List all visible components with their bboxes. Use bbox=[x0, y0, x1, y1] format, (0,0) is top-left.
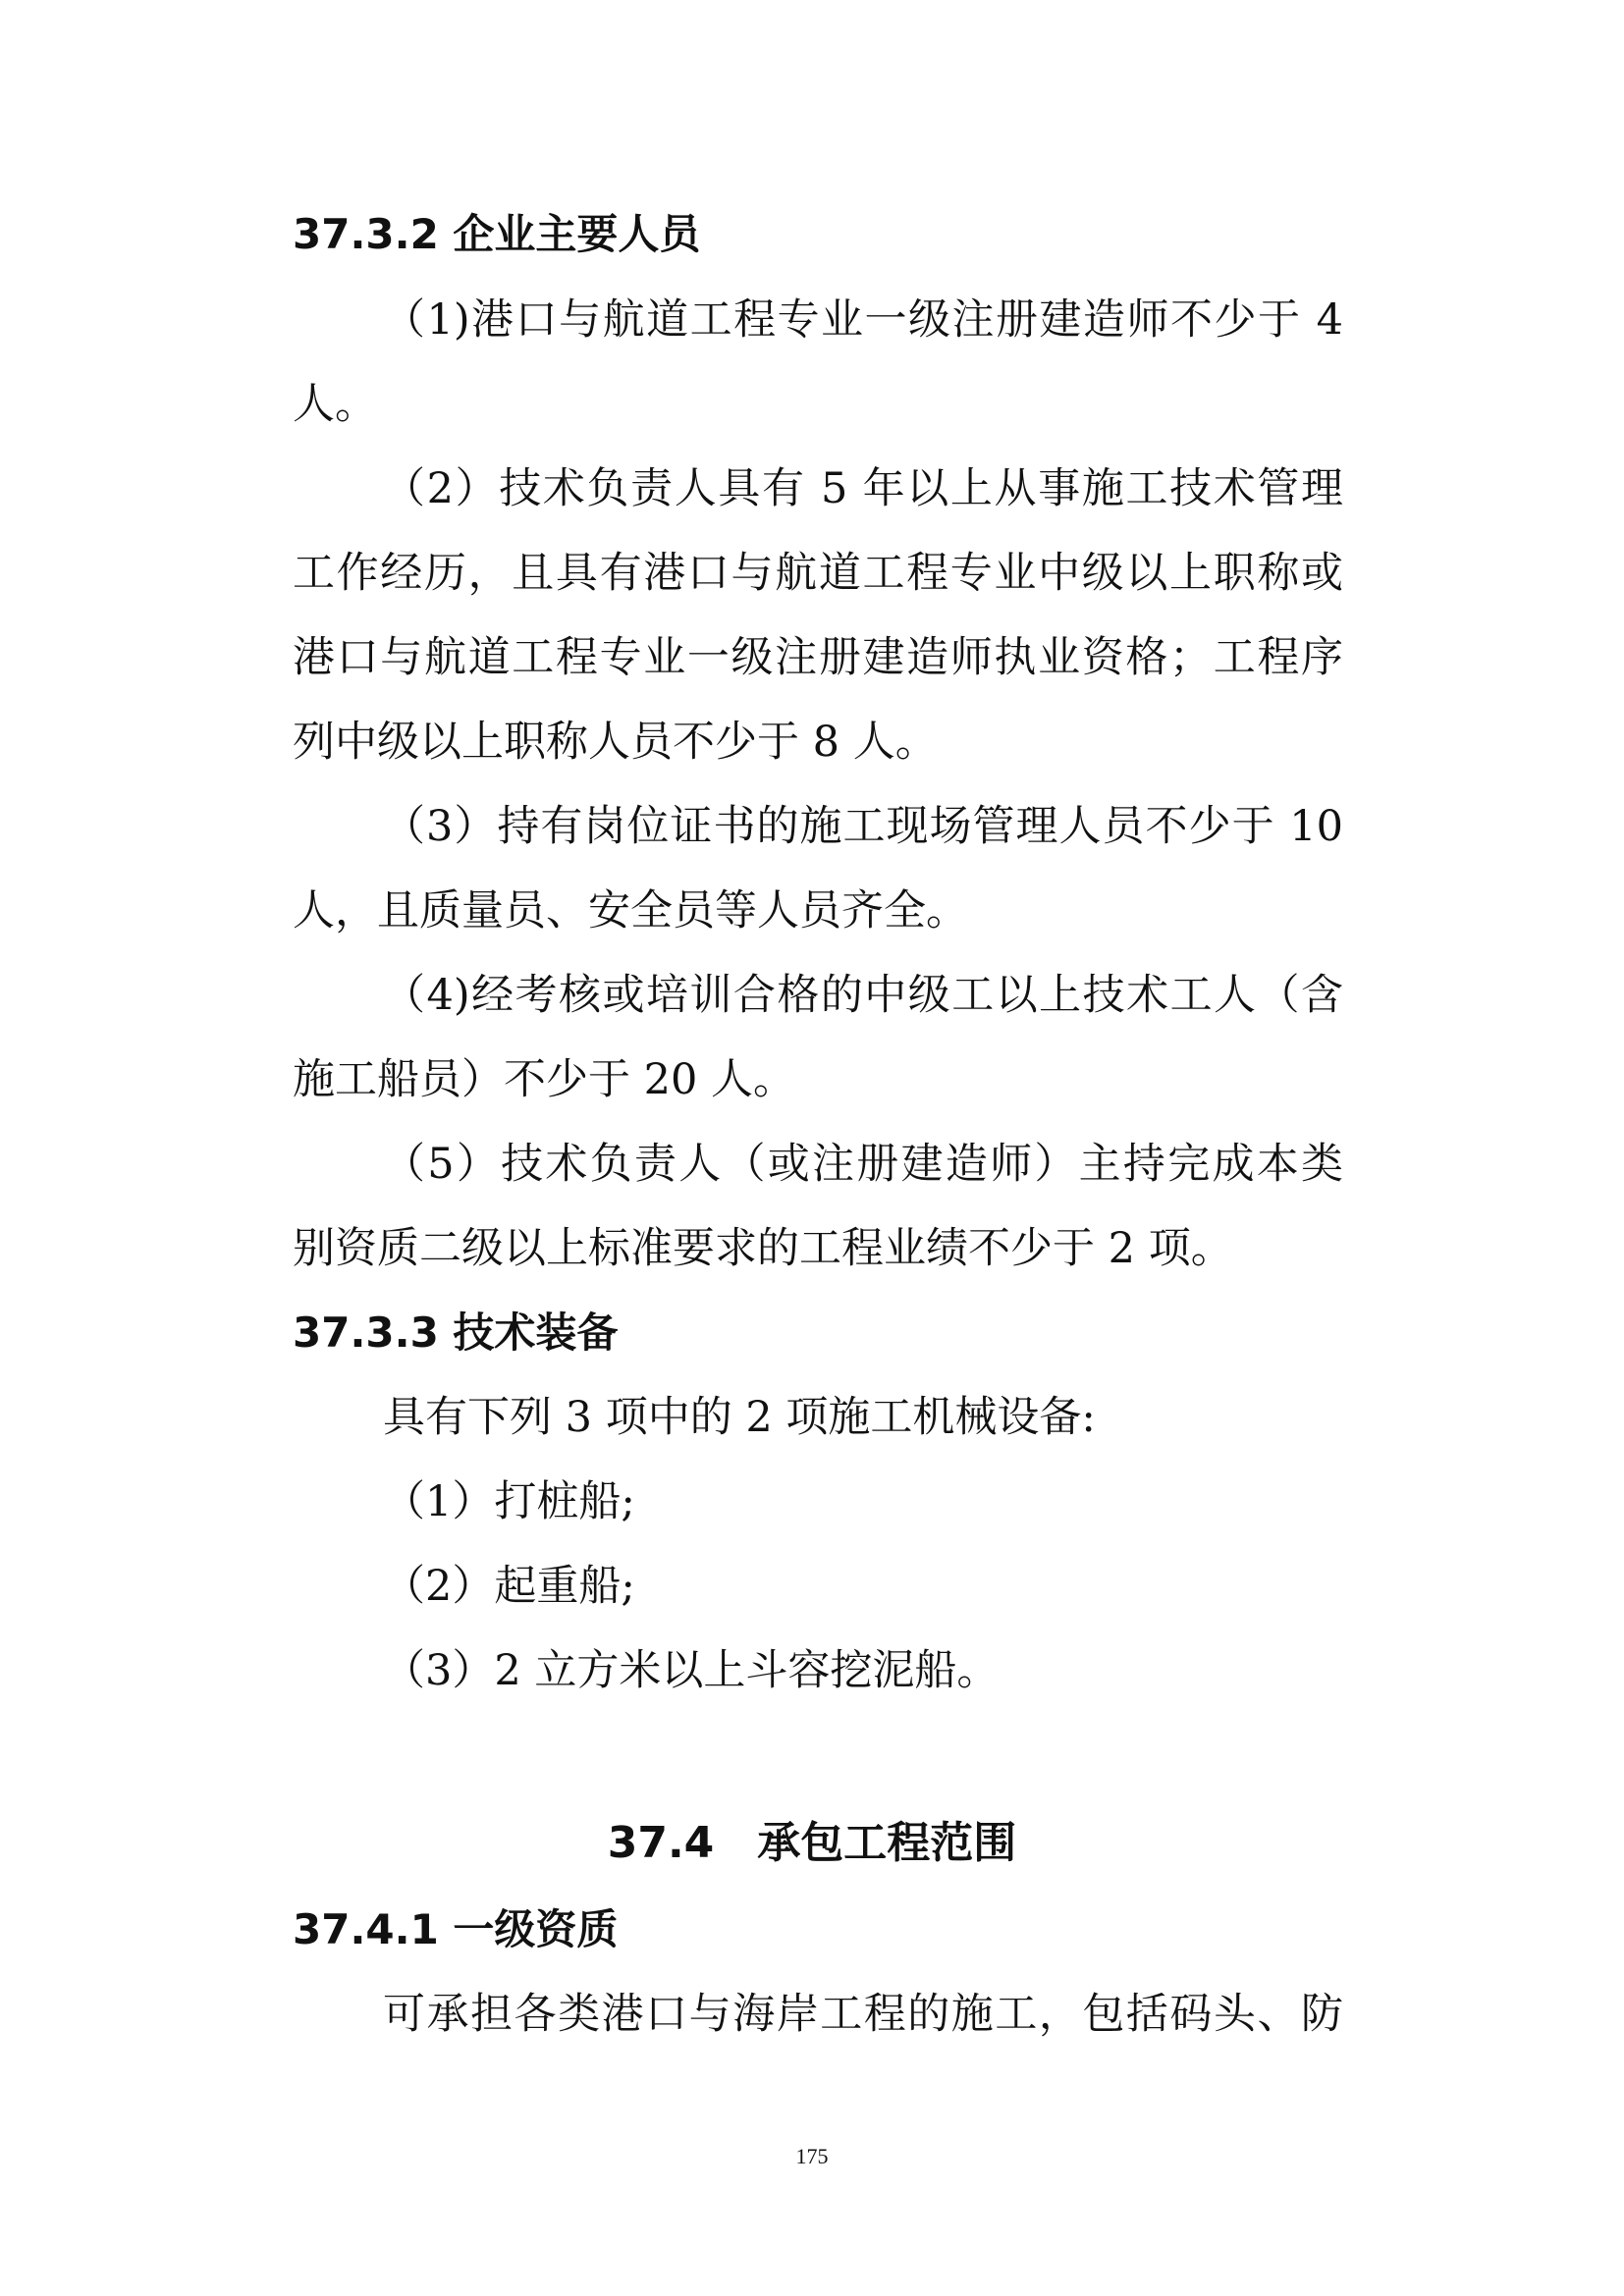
item-3-line-1: （3）持有岗位证书的施工现场管理人员不少于 10 bbox=[383, 802, 1343, 851]
heading-37-3-3: 37.3.3 技术装备 bbox=[293, 1308, 619, 1357]
item-5-line-2: 别资质二级以上标准要求的工程业绩不少于 2 项。 bbox=[293, 1224, 1233, 1273]
equipment-item-2: （2）起重船; bbox=[383, 1562, 635, 1611]
item-1-line-1: （1)港口与航道工程专业一级注册建造师不少于 4 bbox=[383, 295, 1343, 345]
equipment-intro: 具有下列 3 项中的 2 项施工机械设备: bbox=[383, 1393, 1096, 1442]
heading-37-4-1: 37.4.1 一级资质 bbox=[293, 1905, 619, 1953]
heading-37-3-2: 37.3.2 企业主要人员 bbox=[293, 210, 701, 258]
equipment-item-3: （3）2 立方米以上斗容挖泥船。 bbox=[383, 1646, 1000, 1695]
item-4-line-2: 施工船员）不少于 20 人。 bbox=[293, 1055, 796, 1104]
item-1-line-2: 人。 bbox=[293, 380, 377, 429]
item-2-line-4: 列中级以上职称人员不少于 8 人。 bbox=[293, 718, 938, 767]
equipment-item-1: （1）打桩船; bbox=[383, 1477, 635, 1526]
item-2-line-2: 工作经历，且具有港口与航道工程专业中级以上职称或 bbox=[293, 549, 1343, 598]
item-5-line-1: （5）技术负责人（或注册建造师）主持完成本类 bbox=[383, 1140, 1343, 1189]
item-3-line-2: 人，且质量员、安全员等人员齐全。 bbox=[293, 886, 968, 935]
item-4-line-1: （4)经考核或培训合格的中级工以上技术工人（含 bbox=[383, 971, 1343, 1020]
section-title-37-4: 37.4 承包工程范围 bbox=[607, 1818, 1017, 1868]
item-2-line-3: 港口与航道工程专业一级注册建造师执业资格；工程序 bbox=[293, 633, 1343, 682]
page-number: 175 bbox=[795, 2144, 829, 2168]
scope-line-1: 可承担各类港口与海岸工程的施工，包括码头、防 bbox=[383, 1990, 1343, 2039]
item-2-line-1: （2）技术负责人具有 5 年以上从事施工技术管理 bbox=[383, 464, 1343, 513]
